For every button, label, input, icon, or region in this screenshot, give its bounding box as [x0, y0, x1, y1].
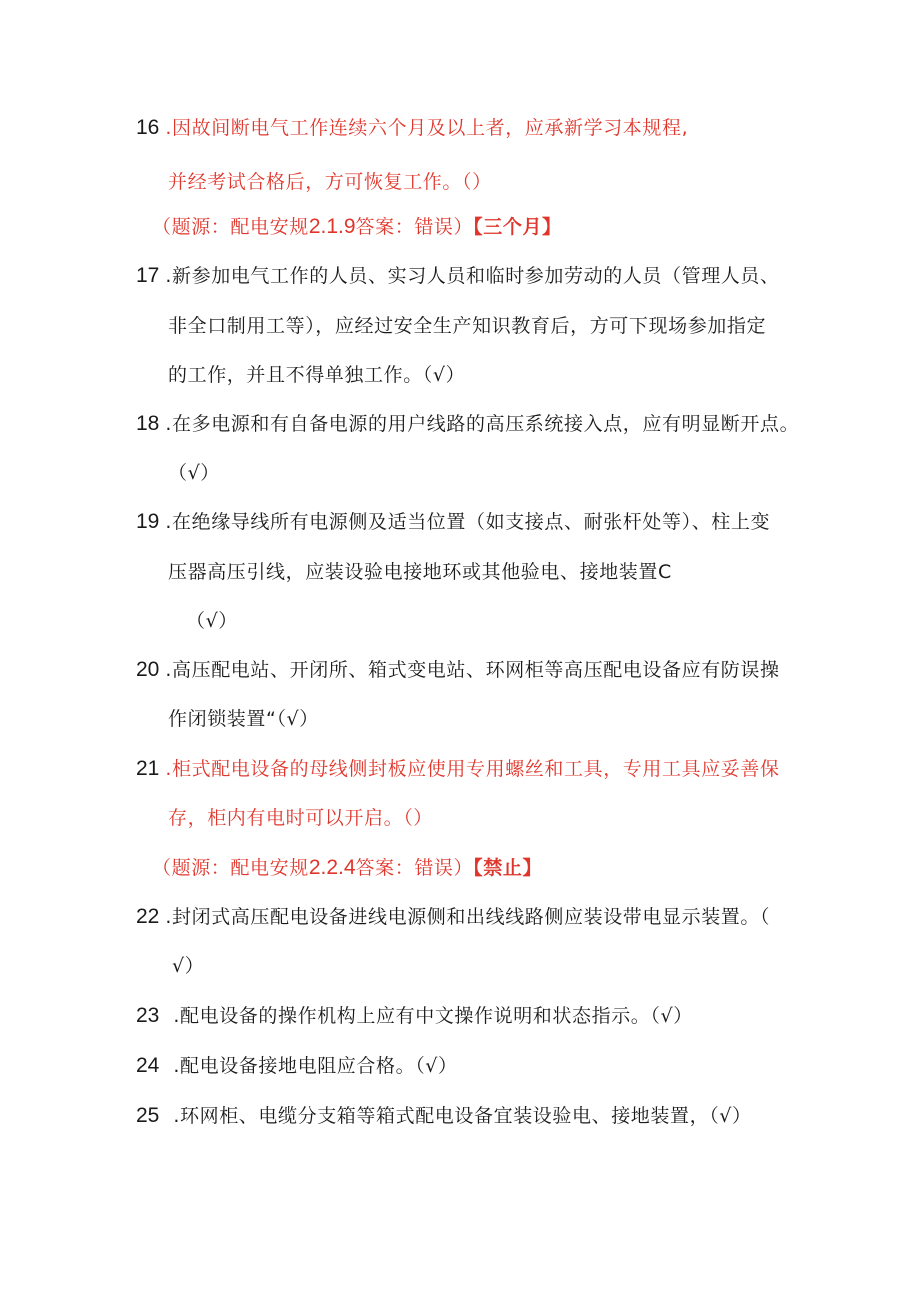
question-16-line-2: 并经考试合格后，方可恢复工作。（） — [168, 171, 492, 193]
question-17-line-3: 的工作，并且不得单独工作。（√） — [168, 364, 466, 386]
note-clause-code: 2.1.9 — [308, 215, 356, 238]
question-text: .高压配电站、开闭所、箱式变电站、环网柜等高压配电设备应有防误操 — [165, 659, 780, 681]
question-text: .新参加电气工作的人员、实习人员和临时参加劳动的人员（管理人员、 — [165, 265, 780, 287]
note-answer: 答案：错误） — [355, 857, 474, 879]
question-number: 23 — [136, 1004, 160, 1027]
question-24-line-1 — [136, 1053, 458, 1079]
question-19-line-1 — [136, 509, 770, 535]
question-16-source-note — [152, 214, 562, 240]
question-number: 17 — [136, 264, 160, 287]
question-21-line-2: 存，柜内有电时可以开启。（） — [168, 807, 433, 829]
note-correction: 【三个月】 — [473, 216, 562, 238]
question-text: .配电设备的操作机构上应有中文操作说明和状态指示。（√） — [173, 1005, 693, 1027]
question-21-source-note — [152, 855, 542, 881]
question-text: .在绝缘导线所有电源侧及适当位置（如支接点、耐张杆处等）、柱上变 — [165, 511, 771, 533]
question-18-line-2: （√） — [168, 462, 220, 484]
question-25-line-1 — [136, 1103, 752, 1129]
question-text: .在多电源和有自备电源的用户线路的高压系统接入点，应有明显断开点。 — [165, 413, 800, 435]
question-19-line-3: （√） — [186, 610, 238, 632]
question-number: 25 — [136, 1104, 160, 1127]
question-text: .因故间断电气工作连续六个月及以上者，应承新学习本规程, — [165, 117, 689, 139]
question-text: .柜式配电设备的母线侧封板应使用专用螺丝和工具，专用工具应妥善保 — [165, 758, 780, 780]
question-number: 22 — [136, 905, 160, 928]
question-number: 16 — [136, 116, 160, 139]
question-text: .封闭式高压配电设备进线电源侧和出线线路侧应装设带电显示装置。（ — [165, 906, 771, 928]
question-number: 21 — [136, 757, 160, 780]
question-text: .环网柜、电缆分支箱等箱式配电设备宜装设验电、接地装置，（√） — [173, 1105, 752, 1127]
question-17-line-2: 非全口制用工等），应经过安全生产知识教育后，方可下现场参加指定 — [168, 315, 767, 337]
question-number: 24 — [136, 1054, 160, 1077]
question-22-line-2: √） — [172, 955, 205, 977]
question-number: 18 — [136, 412, 160, 435]
question-20-line-1 — [136, 657, 780, 683]
question-19-line-2: 压器高压引线，应装设验电接地环或其他验电、接地装置C — [168, 561, 672, 583]
note-prefix: （题源：配电安规 — [152, 857, 309, 879]
question-text: .配电设备接地电阻应合格。（√） — [173, 1055, 458, 1077]
question-16-line-1 — [136, 115, 688, 141]
question-22-line-1 — [136, 904, 770, 930]
note-correction: 【禁止】 — [473, 857, 543, 879]
note-answer: 答案：错误） — [355, 216, 474, 238]
question-number: 19 — [136, 510, 160, 533]
question-17-line-1 — [136, 263, 780, 289]
note-prefix: （题源：配电安规 — [152, 216, 309, 238]
question-20-line-2: 作闭锁装置“（√） — [168, 708, 319, 730]
question-18-line-1 — [136, 411, 799, 437]
note-clause-code: 2.2.4 — [308, 856, 356, 879]
question-number: 20 — [136, 658, 160, 681]
question-23-line-1 — [136, 1003, 693, 1029]
question-21-line-1 — [136, 756, 780, 782]
